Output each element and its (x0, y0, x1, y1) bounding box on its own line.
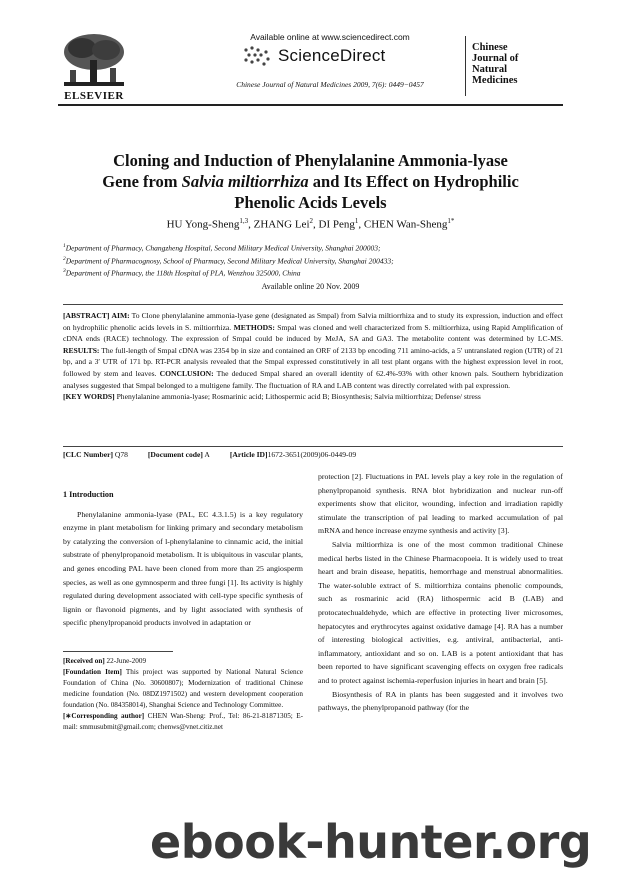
author-name: ZHANG Lei (253, 218, 310, 231)
author-name: HU Yong-Sheng (166, 218, 240, 231)
affiliation: $^1$Department of Pharmacy, Changzheng Hospital, Second Military Medical University, Shanghai 200003; (63, 243, 381, 253)
sciencedirect-wordmark: ScienceDirect (278, 46, 386, 65)
journal-name-line: Medicines (472, 75, 518, 86)
paragraph: Biosynthesis of RA in plants has been suggested and it involves two pathways, the phenylpropanoid pathway (for the (318, 689, 563, 713)
classification-codes: [CLC Number] Q78 [Document code] A [Article ID]1672-3651(2009)06-0449-09 (63, 450, 357, 459)
body-left-column (63, 478, 303, 630)
available-online-text: Available online at www.sciencedirect.com (250, 32, 410, 42)
affiliations (63, 241, 568, 279)
section-heading: 1 Introduction (63, 490, 114, 499)
author-list: HU Yong-Sheng$^{1,3}$, ZHANG Lei$^2$, DI Peng$^1$, CHEN Wan-Sheng$^{1*}$ (166, 217, 455, 231)
abstract-bottom-rule (63, 446, 563, 447)
footnotes (63, 656, 303, 733)
affiliation: $^3$Department of Pharmacy, the 118th Hospital of PLA, Wenzhou 325000, China (63, 268, 301, 278)
paragraph: Phenylalanine ammonia-lyase (PAL, EC 4.3.1.5) is a key regulatory enzyme in plant metabolism for linking primary and secondary metabolism by catalyzing the conversion of l-phenylalanine to cinnamic acid, the initial substrate of phenylpropanoid metabolism. It is ubiquitous in vascular plants, and genes encoding PAL have been cloned from more than 25 angiosperm species, as well as one gymnosperm and three fungi [1]. Its activity is highly regulated during development associated with cell-type specific synthesis of lignin or flavonoid pigments, and by light associated with synthesis of specific phenylpropanoid products involved in adaptation or (63, 509, 303, 628)
available-date: Available online 20 Nov. 2009 (261, 282, 360, 291)
publisher-name: ELSEVIER (64, 90, 124, 102)
article-title: Cloning and Induction of Phenylalanine Ammonia-lyase Gene from Salvia miltiorrhiza and Its Effect on Hydrophilic Phenolic Acids Levels (102, 151, 519, 212)
footnote-received: [Received on] 22-June-2009 (63, 657, 147, 665)
journal-citation: Chinese Journal of Natural Medicines 2009, 7(6): 0449−0457 (236, 80, 424, 89)
journal-name-line: Journal of (472, 53, 519, 64)
paragraph: protection [2]. Fluctuations in PAL levels play a key role in the regulation of phenylpropanoid synthesis. RNA blot hybridization and nuclear run-off experiments show that elicitor, wounding, infection and irradiation rapidly stimulate the transcription of pal leading to marked accumulation of pal mRNA and hence increase enzyme synthesis and activity [3]. (318, 472, 563, 536)
footnote-rule (63, 651, 173, 652)
footnote-corresponding-author: [∗Corresponding author] CHEN Wan-Sheng: Prof., Tel: 86-21-81871305; E-mail: smmusubmit@gmail.com; chenws@vnet.citiz.net (63, 712, 303, 731)
journal-name-line: Chinese (472, 42, 508, 53)
journal-name-line: Natural (472, 64, 507, 75)
abstract: [ABSTRACT] AIM: To Clone phenylalanine ammonia-lyase gene (designated as Smpal) from Salvia miltiorrhiza and to study its expression, induction and effect on hydrophilic phenolic acids levels in S. miltiorrhiza. METHODS: Smpal was cloned and well characterized from S. miltiorrhiza, using Rapid Amplification of cDNA ends (RACE) technology. The expression of Smpal could be induced by MeJA, SA and GA3. The metabolite content was determined by LC-MS. RESULTS: The full-length of Smpal cDNA was 2354 bp in size and contained an ORF of 2133 bp encoding 711 amino-acids, a 5′ untranslated region (UTR) of 21 bp, and a 3′ UTR of 171 bp. RT-PCR analysis revealed that the Smpal expressed constitutively in all test plant organs with the highest expression level in root, followed by stem and leaves. CONCLUSION: The deduced Smpal shared an overall identity of 62.4%-93% with other known pals. Southern hybridization analyses suggested that Smpal belonged to a multigene family. The fluctuation of RA and LAB content was directly correlated with pal expression. [KEY WORDS] Phenylalanine ammonia-lyase; Rosmarinic acid; Lithospermic acid B; Biosynthesis; Salvia miltiorrhiza; Defense/ stress (63, 311, 563, 402)
journal-name (472, 42, 518, 86)
footnote-foundation: [Foundation Item] This project was supported by National Natural Science Foundation of China (No. 30600807); Modernization of traditional Chinese medicine foundation (No. 08DZ1971502) and western development cooperation foundation (No. 084358014), Shanghai Science and Technology Committee. (63, 668, 303, 709)
header-divider (58, 104, 563, 106)
paragraph: Salvia miltiorrhiza is one of the most common traditional Chinese medical herbs listed in the Chinese Pharmacopoeia. It is widely used to treat heart and brain disease, hepatitis, hemorrhage and menstrual abnormalities. The water-soluble extract of S. miltiorrhiza contains phenolic compounds, such as rosmarinic acid (RA) lithospermic acid B (LAB) and protocatechualdehyde, which are effective in protecting liver microsomes, hepatocytes and erythrocytes against oxidative damage [4]. RA has a number of interesting biological activities, e.g. antiviral, antibacterial, anti-inflammatory, antioxidant and so on. LAB is a potent antioxidant that has been reported to have significant scavenging effects on oxygen free radicals and to protect against ischemia-reperfusion injuries in heart and brain [5]. (318, 539, 563, 685)
author-name: CHEN Wan-Sheng (363, 218, 448, 231)
body-right-column (318, 470, 563, 715)
abstract-top-rule (63, 304, 563, 305)
watermark: ebook-hunter.org (150, 815, 592, 869)
author-name: DI Peng (318, 218, 355, 231)
affiliation: $^2$Department of Pharmacognosy, School of Pharmacy, Second Military Medical University, Shanghai 200433; (63, 255, 394, 265)
